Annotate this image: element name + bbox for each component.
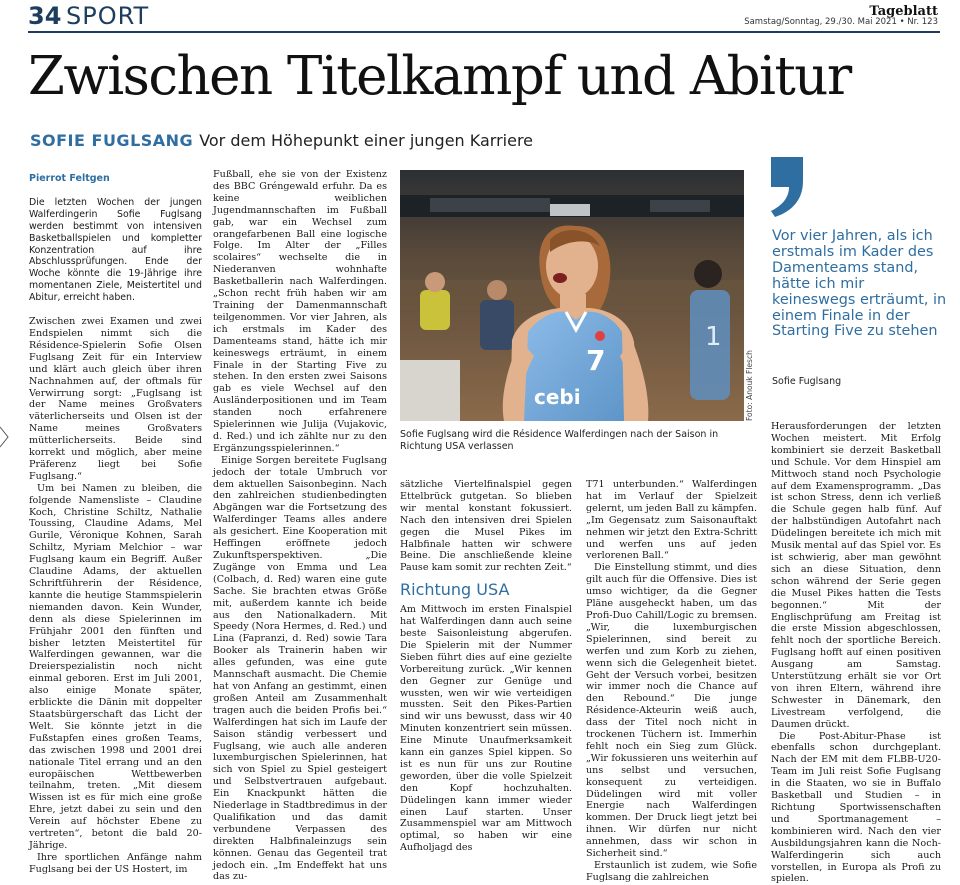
article-photo: [400, 170, 744, 421]
paragraph: Die Einstellung stimmt, und dies gilt auch für die Offensive. Dies ist umso wichtiger, da die Gegner Pläne ausgeheckt haben, um das Profi-Duo Cahill/Logic zu bremsen. „Wir, die luxemburgischen Spielerinnen, sind bereit zu werfen und zum Korb zu ziehen, wenn sich die Gelegenheit bietet. Geht der Versuch vorbei, besitzen wir immer noch die Chance auf den Rebound.“ Die junge Résidence-Akteurin weiß auch, dass der Titel noch nicht in trockenen Tüchern ist. Immerhin fehlt noch ein Sieg zum Glück. „Wir fokussieren uns weiterhin auf uns selbst und versuchen, konsequent zu verteidigen. Düdelingen wird mit voller Energie nach Walferdingen kommen. Der Druck liegt jetzt bei ihnen. Wir dürfen nur nicht annehmen, dass wir schon in Sicherheit sind.“: [586, 562, 757, 860]
paragraph: sätzliche Viertelfinalspiel gegen Ettelbrück gutgetan. So blieben wir mental konstant fokussiert. Nach den intensiven drei Spielen gegen die Musel Pikes im Halbfinale hatten wir schwere Beine. Die anschließende kleine Pause kam somit zur rechten Zeit.“: [400, 479, 572, 574]
page-number: 34: [28, 2, 62, 30]
basketball-player-photo: [400, 170, 744, 421]
author-byline: Pierrot Feltgen: [29, 173, 110, 184]
photo-credit: Foto: Anouk Flesch: [745, 350, 754, 421]
article-column-2: [213, 169, 387, 883]
subheadline: [30, 131, 533, 151]
paragraph: Die Post-Abitur-Phase ist ebenfalls schon durchgeplant. Nach der EM mit dem FLBB-U20-Team im Juli reist Sofie Fuglsang in die Staaten, wo sie in Buffalo Basketball und Studien – in Richtung Sportwissenschaften und Sportmanagement – kombinieren wird. Nach den vier Ausbildungsjahren kann die Noch-Walferdingerin sich auch vorstellen, in Europa als Profi zu spielen.: [771, 730, 941, 885]
subheadline-text: Vor dem Höhepunkt einer jungen Karriere: [199, 131, 534, 150]
subheadline-name: SOFIE FUGLSANG: [30, 131, 194, 150]
paragraph: Einige Sorgen bereitete Fuglsang jedoch der totale Umbruch vor dem aktuellen Saisonbeginn. Nach den zahlreichen studienbedingten Abgängen war die Fortsetzung des Walferdinger Teams alles andere als gesichert. Eine Kooperation mit Heffingen eröffnete jedoch Zukunftsperspektiven. „Die Zugänge von Emma und Lea (Colbach, d. Red) waren eine gute Sache. Sie brachten etwas Größe mit, außerdem kannte ich beide aus den Nationalkadern. Mit Speedy (Nora Hermes, d. Red.) und Lina (Fapranzi, d. Red) sowie Tara Booker als Trainerin haben wir alles gefunden, was eine gute Mannschaft ausmacht. Die Chemie hat von Anfang an gestimmt, einen großen Anteil am Zusammenhalt tragen auch die beiden Profis bei.“ Walferdingen hat sich im Laufe der Saison ständig verbessert und Fuglsang, wie auch alle anderen luxemburgischen Spielerinnen, hat sich von Spiel zu Spiel gesteigert und Selbstvertrauen aufgebaut. Ein Knackpunkt hätten die Niederlage in Stadtbredimus in der Qualifikation und das damit verbundene Verpassen des direkten Halbfinaleinzugs sein können. Genau das Gegenteil trat jedoch ein. „Im Endeffekt hat uns das zu-: [213, 454, 387, 883]
quote-mark-icon: [767, 151, 807, 221]
paragraph: Erstaunlich ist zudem, wie Sofie Fuglsang die zahlreichen: [586, 860, 757, 883]
pull-quote: Vor vier Jahren, als ich erstmals im Kader des Damenteams stand, hätte ich mir keineswegs erträumt, in einem Finale in der Starting Five zu stehen: [772, 228, 947, 340]
background-jersey-number: 1: [705, 322, 722, 352]
section-title: SPORT: [66, 2, 150, 30]
paragraph: T71 unterbunden.“ Walferdingen hat im Verlauf der Spielzeit gelernt, um jeden Ball zu kämpfen. „Im Gegensatz zum Saisonauftakt nehmen wir jetzt den Extra-Schritt und werfen uns auf jeden verlorenen Ball.“: [586, 479, 757, 562]
article-column-1: [29, 169, 202, 875]
crop-mark: [0, 425, 10, 465]
paragraph: Am Mittwoch im ersten Finalspiel hat Walferdingen dann auch seine beste Saisonleistung abgerufen. Die Spielerin mit der Nummer Sieben führt dies auf eine gezielte Vorbereitung zurück. „Wir kennen den Gegner zur Genüge und wussten, wen wir wie verteidigen mussten. Seit den Pikes-Partien sind wir uns bewusst, dass wir 40 Minuten konzentriert sein müssen. Eine Minute Unaufmerksamkeit kann ein ganzes Spiel kippen. So ist es nun für uns zur Routine geworden, über die volle Spielzeit den Kopf hochzuhalten. Düdelingen kann immer wieder einen Lauf starten. Unser Zusammenspiel war am Mittwoch optimal, so haben wir eine Aufholjagd des: [400, 604, 572, 854]
article-column-3: [400, 479, 572, 869]
newspaper-name: Tageblatt: [869, 4, 938, 19]
paragraph: Um bei Namen zu bleiben, die folgende Namensliste – Claudine Koch, Christine Schiltz, Nathalie Toussing, Claudine Adams, Mel Gurile, Véronique Kohnen, Sarah Schiltz, Myriam Melchior – war Fuglsang kaum ein Begriff. Außer Claudine Adams, der aktuellen Schriftführerin der Résidence, kannte die heutige Stammspielerin niemanden davon. Kein Wunder, denn als diese Spielerinnen im Frühjahr 2001 den fünften und bisher letzten Meistertitel für Walferdingen gewannen, war die Dreierspezialistin noch nicht einmal geboren. Erst im Juli 2001, also einige Monate später, erblickte die Dänin mit doppelter Staatsbürgerschaft das Licht der Welt. Sie könnte jetzt in die Fußstapfen eines großen Teams, das zwischen 1998 und 2001 drei nationale Titel errang und an den europäischen Wettbewerben teilnahm, treten. „Mit diesem Wissen ist es für mich eine große Ehre, jetzt dabei zu sein und den Verein auf höchster Ebene zu vertreten“, betont die bald 20-Jährige.: [29, 482, 202, 851]
paragraph: Ihre sportlichen Anfänge nahm Fuglsang bei der US Hostert, im: [29, 851, 202, 875]
article-column-5: [771, 421, 941, 885]
paragraph: Fußball, ehe sie von der Existenz des BBC Gréngewald erfuhr. Da es keine weiblichen Jugendmannschaften im Fußball gab, war ein Wechsel zum orangefarbenen Ball eine logische Folge. Im Alter der „Filles scolaires“ wechselte die in Niederanven wohnhafte Basketballerin nach Walferdingen. „Schon recht früh haben wir am Training der Damenmannschaft teilgenommen. Vor vier Jahren, als ich erstmals im Kader des Damenteams stand, hätte ich mir keineswegs erträumt, in einem Finale in der Starting Five zu stehen. In den ersten zwei Saisons gab es viele Wechsel auf den Ausländerpositionen und im Team standen noch erfahrenere Spielerinnen wie Julija (Vujakovic, d. Red.) und ich zählte nur zu den Ergänzungsspielerinnen.“: [213, 169, 387, 454]
jersey-number: 7: [586, 344, 606, 377]
photo-caption: Sofie Fuglsang wird die Résidence Walferdingen nach der Saison in Richtung USA verlassen: [400, 429, 719, 452]
article-headline: Zwischen Titelkampf und Abitur: [28, 46, 851, 107]
article-intro: Die letzten Wochen der jungen Walferdingerin Sofie Fuglsang werden bestimmt von intensiven Basketballspielen und kompletter Konzentration auf ihre Abschlussprüfungen. Ende der Woche könnte die 19-Jährige ihre momentanen Ziele, Meistertitel und Abitur, erreicht haben.: [29, 196, 202, 304]
article-column-4: [586, 479, 757, 883]
paragraph: Zwischen zwei Examen und zwei Endspielen nimmt sich die Résidence-Spielerin Sofie Olsen Fuglsang Zeit für ein Interview und klärt auch gleich über ihren Nachnahmen auf, der oftmals für Verwirrung sorgt: „Fuglsang ist der Name meines Großvaters väterlicherseits und Olsen ist der Name meines Großvaters mütterlicherseits. Beide sind korrekt und möglich, aber meine Präferenz liegt bei Sofie Fuglsang.“: [29, 316, 202, 482]
jersey-sponsor-text: cebi: [534, 385, 581, 409]
header-rule: [28, 31, 940, 33]
paragraph: Herausforderungen der letzten Wochen meistert. Mit Erfolg kombiniert sie derzeit Basketball und Schule. Vor dem Hinspiel am Mittwoch stand noch Psychologie auf dem Examensprogramm. „Das ist schon Stress, denn ich verließ die Schule gegen halb fünf. Auf der halbstündigen Autofahrt nach Düdelingen bereitete ich mich mit Musik mental auf das Spiel vor. Es ist schwierig, aber man gewöhnt sich an diese Situation, denn schon während der Serie gegen die Musel Pikes hatten die Tests begonnen.“ Mit der Englischprüfung am Freitag ist die erste Mission abgeschlossen, fehlt noch der sportliche Bereich. Fuglsang hofft auf einen positiven Ausgang am Samstag. Unterstützung erhält sie vor Ort von ihren Eltern, während ihre Schwester in Dänemark, den Livestream verfolgend, die Daumen drückt.: [771, 421, 941, 730]
pull-quote-attribution: Sofie Fuglsang: [772, 376, 842, 387]
section-heading: Richtung USA: [400, 580, 510, 600]
issue-date: Samstag/Sonntag, 29./30. Mai 2021 • Nr. 123: [744, 17, 938, 27]
